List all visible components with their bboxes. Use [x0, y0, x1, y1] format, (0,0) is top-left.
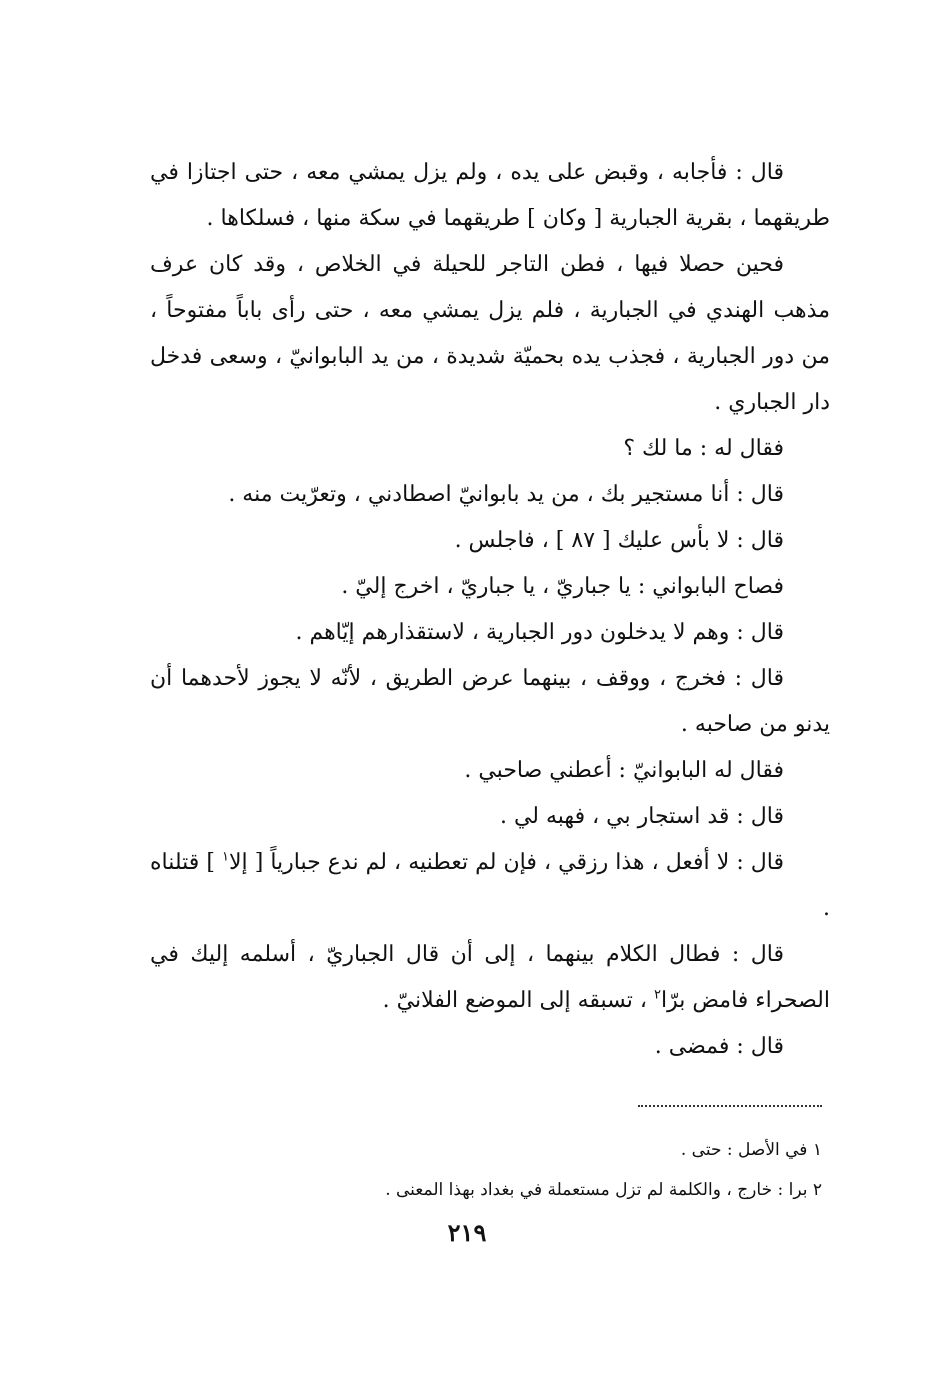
paragraph: قال : فمضى . [654, 1034, 784, 1059]
footnote [300, 1170, 822, 1210]
footnote-marker: ٢ [654, 987, 661, 1003]
footnote-number: ١ [812, 1140, 822, 1160]
footnote-divider [638, 1105, 822, 1107]
footnote-text: في الأصل : حتى . [680, 1140, 808, 1160]
page-number: ٢١٩ [447, 1218, 487, 1247]
paragraph: قال : أنا مستجير بك ، من يد بابوانيّ اصطادني ، وتعرّيت منه . [228, 482, 784, 507]
footnote-text: برا : خارج ، والكلمة لم تزل مستعملة في بغداد بهذا المعنى . [385, 1180, 808, 1200]
paragraph: قال : فأجابه ، وقبض على يده ، ولم يزل يمشي معه ، حتى اجتازا في طريقهما ، بقرية الجبارية [ وكان ] طريقهما في سكة منها ، فسلكاها . [150, 160, 830, 231]
paragraph: قال : وهم لا يدخلون دور الجبارية ، لاستقذارهم إيّاهم . [295, 620, 784, 645]
paragraph: قال : فخرج ، ووقف ، بينهما عرض الطريق ، لأنّه لا يجوز لأحدهما أن يدنو من صاحبه . [150, 666, 830, 737]
footnote [300, 1130, 822, 1170]
paragraph: قال : لا أفعل ، هذا رزقي ، فإن لم تعطنيه ، لم ندع جبارياً [ إلا$^١$ ] قتلناه . [150, 849, 830, 921]
paragraph: فحين حصلا فيها ، فطن التاجر للحيلة في الخلاص ، وقد كان عرف مذهب الهندي في الجبارية ، فلم يزل يمشي معه ، حتى رأى باباً مفتوحاً ، من دور الجبارية ، فجذب يده بحميّة شديدة ، من يد البابوانيّ ، وسعى فدخل دار الجباري . [150, 252, 830, 415]
footnotes [300, 1130, 822, 1210]
paragraph: فقال له : ما لك ؟ [623, 436, 784, 461]
paragraph: فصاح البابواني : يا جباريّ ، يا جباريّ ، اخرج إليّ . [341, 574, 784, 599]
footnote-number: ٢ [812, 1180, 822, 1200]
paragraph: قال : فطال الكلام بينهما ، إلى أن قال الجباريّ ، أسلمه إليك في الصحراء فامض برّا$^٢$ ، تسبقه إلى الموضع الفلانيّ . [150, 942, 830, 1013]
paragraph: قال : لا بأس عليك [ ٨٧ ] ، فاجلس . [454, 528, 784, 553]
paragraph: قال : قد استجار بي ، فهبه لي . [499, 804, 784, 829]
main-text [150, 150, 830, 1070]
paragraph: فقال له البابوانيّ : أعطني صاحبي . [464, 758, 784, 783]
footnote-marker: ١ [222, 849, 229, 865]
